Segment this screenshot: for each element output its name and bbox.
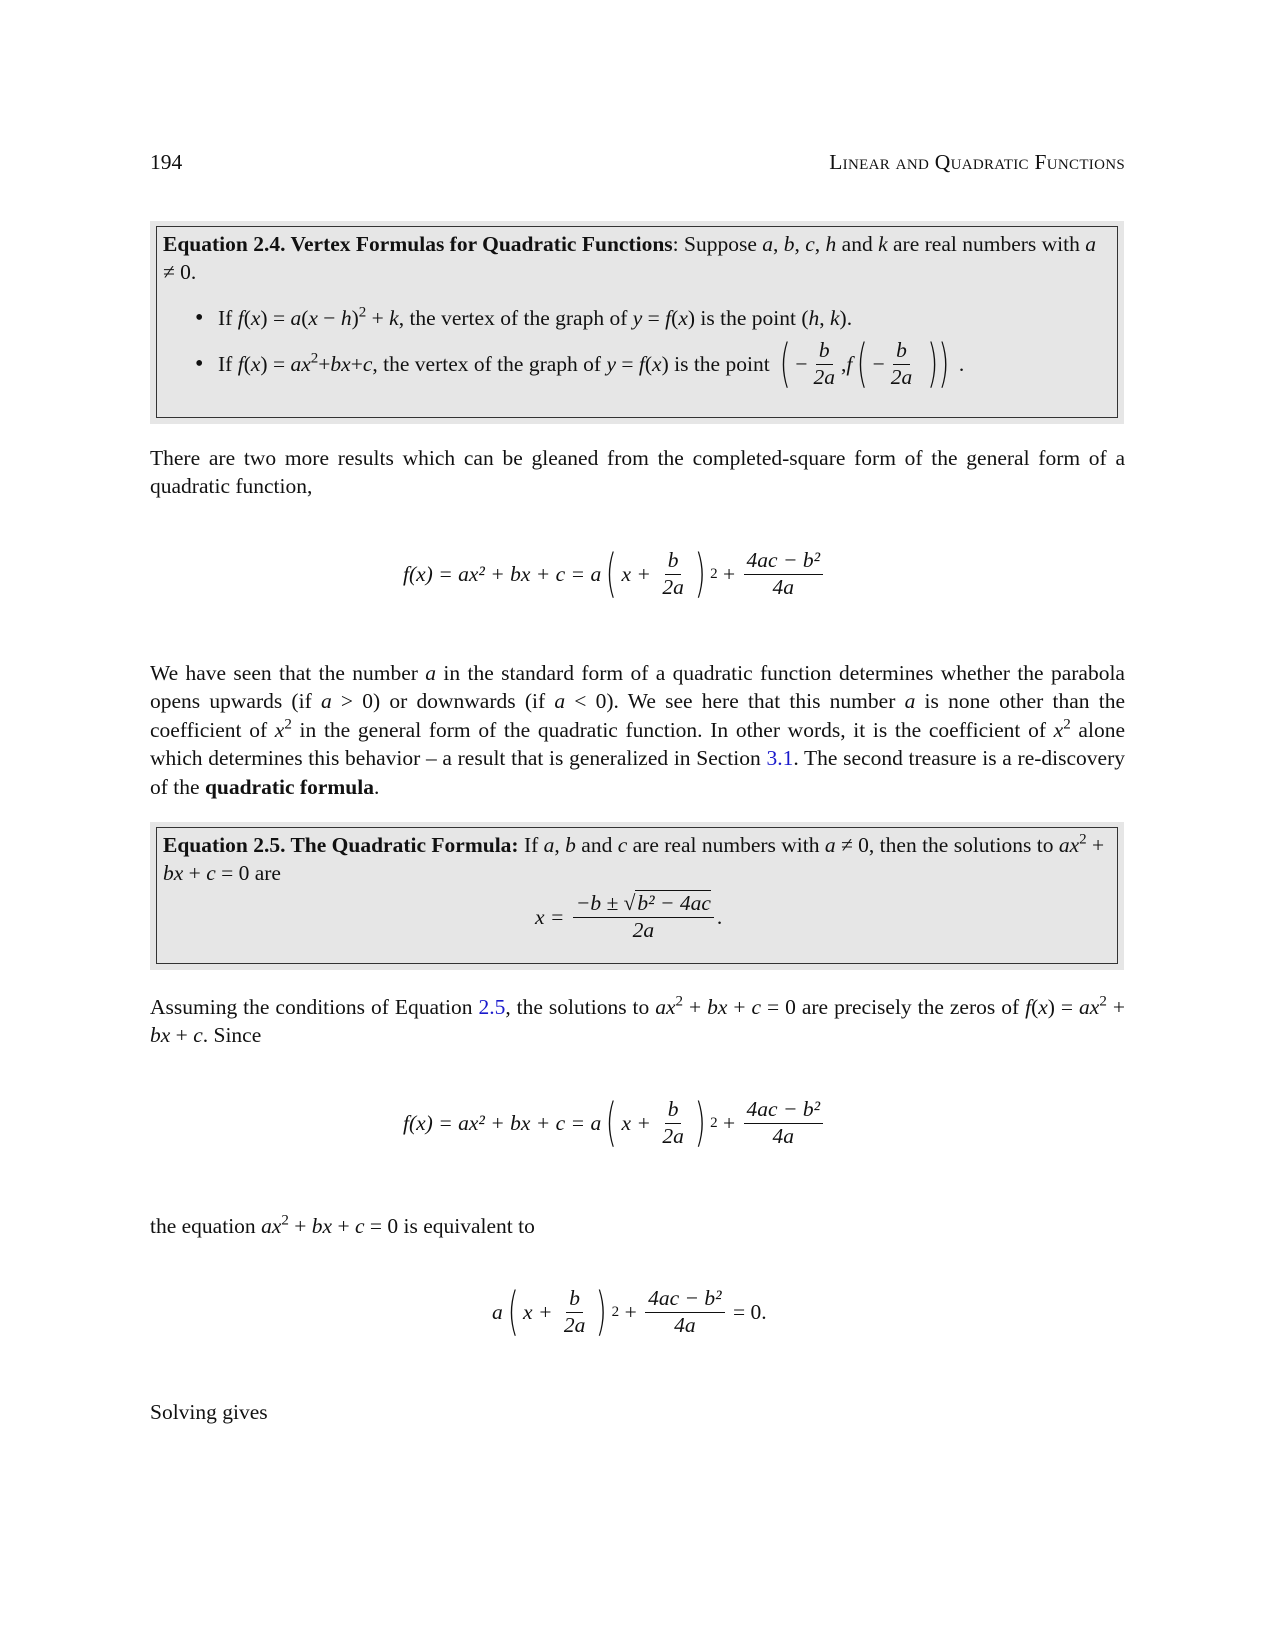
math: h — [808, 306, 820, 330]
big-paren: ( — [605, 544, 617, 605]
paragraph — [150, 1398, 1125, 1426]
fraction — [573, 891, 714, 944]
fraction — [659, 1097, 687, 1150]
math: c — [617, 833, 628, 857]
big-paren: ) — [694, 544, 706, 605]
quadratic-formula — [535, 891, 1111, 944]
text: Assuming the conditions of Equation — [150, 995, 479, 1019]
math: c — [751, 995, 762, 1019]
math: bx — [150, 1023, 171, 1048]
numerator: b — [665, 1097, 682, 1124]
text: , — [794, 232, 806, 256]
big-paren: ) — [595, 1282, 608, 1343]
math: c — [193, 1023, 203, 1048]
text: + — [727, 995, 752, 1019]
numerator: b — [566, 1286, 583, 1313]
math: b — [783, 232, 795, 256]
fraction — [645, 1286, 725, 1339]
fraction — [744, 1097, 824, 1150]
period: . — [958, 352, 965, 377]
math: x — [308, 306, 318, 330]
math: x — [652, 352, 662, 377]
big-paren: ( — [507, 1282, 519, 1343]
big-paren: )) — [927, 334, 950, 395]
cross-reference-link[interactable]: 2.5 — [478, 995, 506, 1019]
text: = 0 are — [215, 861, 281, 885]
fraction — [659, 548, 687, 601]
fraction — [561, 1286, 589, 1339]
bold-term: quadratic formula — [204, 774, 374, 799]
text: , — [819, 306, 830, 330]
text: + — [288, 1214, 312, 1238]
math: a — [290, 306, 302, 330]
equals-zero: = 0. — [727, 1299, 767, 1324]
x-plus: x + — [621, 1110, 657, 1135]
superscript: 2 — [281, 1212, 289, 1229]
numerator: 4ac − b² — [744, 1097, 824, 1124]
math: x — [1053, 717, 1064, 742]
text: + — [1086, 833, 1105, 857]
text: > 0) or downwards (if — [331, 689, 555, 714]
completed-square-equation: f(x) = ax² + bx + c = a ( x + $\frac{b}{2a}$ ) 2 + $\frac{\text{4ac − b²}}{4a}$ — [403, 1097, 826, 1150]
math: b — [565, 833, 576, 857]
text: + — [318, 352, 331, 377]
bullet-general-form — [163, 334, 1111, 395]
numerator: b — [893, 338, 910, 365]
text: ( — [243, 306, 251, 330]
text: If — [218, 306, 238, 330]
math: a — [320, 689, 332, 714]
math: a — [1085, 232, 1096, 256]
big-paren: ( — [856, 334, 869, 395]
denominator: 4a — [674, 1312, 696, 1337]
text: are real numbers with — [887, 232, 1086, 256]
math: a — [425, 661, 437, 685]
numerator: 4ac − b² — [645, 1286, 725, 1313]
big-paren: ) — [694, 1093, 706, 1154]
math: k — [389, 306, 399, 330]
math: c — [805, 232, 815, 256]
fraction — [888, 338, 916, 391]
math: bx — [311, 1214, 333, 1238]
fraction — [810, 338, 838, 391]
text: the equation — [150, 1214, 262, 1238]
math: ax — [655, 995, 676, 1019]
text: ( — [1031, 995, 1039, 1019]
text: ) is the point — [661, 352, 776, 377]
eq-lhs: f(x) = ax² + bx + c = a — [403, 1110, 602, 1135]
big-paren: ( — [779, 334, 791, 395]
minus: − — [795, 352, 808, 377]
cross-reference-link[interactable]: 3.1 — [766, 746, 794, 771]
function-f: f — [846, 352, 853, 377]
numerator: −b ± √ — [575, 891, 636, 915]
text: ). — [839, 306, 853, 330]
text: ) = — [260, 352, 291, 377]
text: ) — [351, 306, 359, 330]
text: is none other than the coefficient of — [150, 689, 1125, 742]
math: h — [825, 232, 837, 256]
math: y — [606, 352, 616, 377]
math: h — [340, 306, 352, 330]
superscript: 2 — [675, 993, 684, 1010]
text: and — [836, 232, 879, 256]
math: f — [665, 306, 672, 330]
text: There are two more results which can be gleaned from the completed-square form of the general form of a quadratic function, — [150, 446, 1125, 499]
text: + — [170, 1023, 194, 1048]
period: . — [716, 905, 723, 930]
fraction — [744, 548, 824, 601]
text: are real numbers with — [627, 833, 825, 857]
paragraph — [150, 993, 1125, 1050]
text: ( — [243, 352, 251, 377]
math: x — [250, 306, 261, 330]
math: k — [830, 306, 840, 330]
equation-2-5-box — [150, 822, 1124, 970]
text: ( — [644, 352, 653, 377]
box-intro — [163, 831, 1111, 887]
text: in the general form of the quadratic function. In other words, it is the coefficient of — [291, 717, 1054, 742]
superscript: 2 — [310, 351, 319, 368]
text: = — [642, 306, 666, 330]
text: ) is the point ( — [687, 306, 809, 330]
text: ≠ 0. — [163, 260, 197, 284]
math: ax — [1058, 833, 1080, 857]
text: ( — [301, 306, 309, 330]
zero-equation: a ( x + $\frac{b}{2a}$ ) 2 + $\frac{\text{4ac − b²}}{4a}$ = 0. — [492, 1282, 767, 1343]
math: f — [638, 352, 645, 377]
text: , the vertex of the graph of — [398, 306, 633, 330]
paragraph — [150, 1212, 1125, 1240]
math: f — [237, 352, 244, 377]
text: ) = — [260, 306, 291, 330]
math: x — [678, 306, 688, 330]
numerator: b — [816, 338, 833, 365]
math: k — [878, 232, 888, 256]
math: ax — [1079, 995, 1100, 1019]
math: x — [1038, 995, 1048, 1019]
denominator: 2a — [813, 364, 835, 389]
bullet-text — [218, 306, 852, 330]
math: c — [206, 861, 216, 885]
math: bx — [330, 352, 351, 377]
radicand: b² − 4ac — [637, 891, 711, 915]
text: ) = — [1047, 995, 1080, 1019]
page-number: 194 — [150, 150, 183, 174]
text: + — [683, 995, 708, 1019]
numerator: b — [665, 548, 682, 575]
superscript: 2 — [1063, 716, 1071, 733]
bullet-standard-form — [163, 304, 1111, 332]
plus: + — [619, 1299, 643, 1324]
text: + — [1106, 995, 1125, 1019]
denominator: 2a — [890, 364, 913, 389]
denominator: 2a — [662, 574, 684, 599]
math: ax — [290, 352, 311, 377]
big-paren: ( — [605, 1093, 617, 1154]
equation-2-4-box — [150, 221, 1124, 424]
text: = 0 is equivalent to — [364, 1214, 535, 1238]
paragraph — [150, 444, 1125, 501]
text: ≠ 0, then the solutions to — [835, 833, 1059, 857]
text: = 0 are precisely the zeros of — [761, 995, 1026, 1019]
math: f — [1025, 995, 1032, 1019]
text: ( — [671, 306, 679, 330]
eq-lhs: x = — [535, 905, 570, 930]
text: , — [773, 232, 784, 256]
text: . Since — [202, 1023, 262, 1048]
math: x — [250, 352, 261, 377]
denominator: 2a — [662, 1123, 684, 1148]
plus: + — [717, 1110, 741, 1135]
coefficient-a: a — [492, 1299, 503, 1324]
math: a — [824, 833, 836, 857]
text: + — [366, 306, 390, 330]
text: Solving gives — [150, 1400, 268, 1424]
text: If — [518, 833, 544, 857]
math: x — [274, 717, 285, 742]
math: ax — [261, 1214, 282, 1238]
box-intro — [163, 230, 1111, 286]
x-plus: x + — [523, 1299, 558, 1324]
running-title: Linear and Quadratic Functions — [829, 150, 1125, 174]
text: = — [615, 352, 639, 377]
text: , the solutions to — [505, 995, 656, 1019]
bullet-text — [218, 350, 775, 378]
text: < 0). We see here that this number — [565, 689, 905, 714]
text: . The second treasure is a re-discovery of the — [150, 746, 1125, 799]
superscript: 2 — [1099, 993, 1107, 1010]
text: We have seen that the number — [150, 661, 426, 685]
denominator: 2a — [563, 1312, 586, 1337]
math: bx — [707, 995, 728, 1019]
text: , — [554, 833, 566, 857]
math: bx — [163, 861, 184, 885]
denominator: 4a — [772, 1123, 795, 1148]
superscript: 2 — [358, 304, 367, 321]
text: − — [317, 306, 341, 330]
math: f — [237, 306, 244, 330]
denominator: 4a — [772, 574, 795, 599]
math: a — [554, 689, 566, 714]
numerator: 4ac − b² — [744, 548, 824, 575]
text: , — [814, 232, 826, 256]
text: alone which determines this behavior – a result that is generalized in Section — [150, 717, 1125, 771]
math: a — [904, 689, 916, 714]
text: + — [183, 861, 207, 885]
completed-square-equation: f(x) = ax² + bx + c = a ( x + $\frac{b}{2a}$ ) 2 + $\frac{\text{4ac − b²}}{4a}$ — [403, 548, 826, 601]
equation-title: Equation 2.5. The Quadratic Formula: — [163, 833, 519, 857]
minus: − — [872, 352, 885, 377]
comma: , — [840, 352, 847, 377]
paragraph — [150, 659, 1125, 801]
denominator: 2a — [632, 917, 655, 942]
math: c — [362, 352, 373, 377]
text: in the standard form of a quadratic function determines whether the parabola opens upwards (if — [150, 661, 1125, 714]
math: y — [632, 306, 643, 330]
text: + — [350, 352, 363, 377]
text: + — [332, 1214, 355, 1238]
equation-title: Equation 2.4. Vertex Formulas for Quadratic Functions — [163, 232, 673, 256]
text: : Suppose — [672, 232, 763, 256]
plus: + — [717, 561, 741, 586]
text: , the vertex of the graph of — [372, 352, 607, 377]
math: a — [543, 833, 555, 857]
text: and — [575, 833, 618, 857]
superscript: 2 — [284, 716, 292, 733]
text: . — [373, 774, 380, 799]
math: a — [762, 232, 773, 256]
eq-lhs: f(x) = ax² + bx + c = a — [403, 561, 602, 586]
math: c — [354, 1214, 365, 1238]
text: If — [218, 352, 238, 377]
superscript: 2 — [1079, 831, 1087, 848]
x-plus: x + — [621, 561, 657, 586]
